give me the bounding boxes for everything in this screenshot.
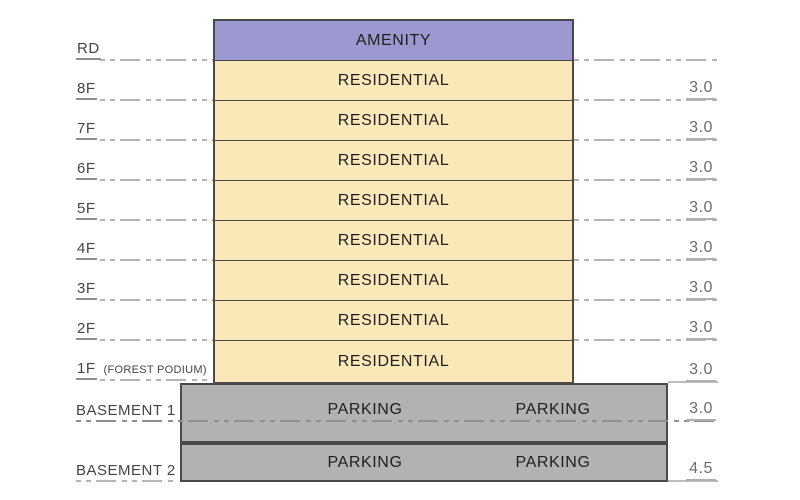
parking-level-b1 xyxy=(180,383,668,443)
floor-label-wrap xyxy=(76,160,97,180)
residential-band xyxy=(215,340,572,382)
floor-line-dash xyxy=(100,299,213,301)
floor-line-dash xyxy=(100,379,211,381)
floor-height-wrap xyxy=(684,319,718,340)
residential-band xyxy=(215,180,572,220)
floor-height-value: 3.0 xyxy=(686,199,716,220)
floor-line-dash xyxy=(574,139,718,141)
floor-line-dash xyxy=(76,480,178,482)
residential-band-label: RESIDENTIAL xyxy=(337,191,450,209)
floor-label: 6F xyxy=(76,160,97,180)
floor-label: 4F xyxy=(76,240,97,260)
floor-label: 1F xyxy=(76,360,97,380)
parking-space-label: PARKING xyxy=(515,401,591,419)
amenity-label: AMENITY xyxy=(355,31,432,49)
residential-band xyxy=(215,60,572,100)
floor-height-wrap xyxy=(684,119,718,140)
parking-space-label: PARKING xyxy=(327,453,403,471)
floor-sublabel: (FOREST PODIUM) xyxy=(103,364,207,376)
floor-label-wrap xyxy=(76,80,97,100)
floor-line-dash xyxy=(100,219,213,221)
residential-band-label: RESIDENTIAL xyxy=(337,352,450,370)
residential-band-label: RESIDENTIAL xyxy=(337,71,450,89)
floor-label: RD xyxy=(76,40,101,60)
residential-band-label: RESIDENTIAL xyxy=(337,311,450,329)
floor-line-dash xyxy=(574,259,718,261)
parking-space-label: PARKING xyxy=(515,453,591,471)
residential-band xyxy=(215,100,572,140)
floor-height-value: 3.0 xyxy=(686,159,716,180)
floor-label-wrap xyxy=(76,280,97,300)
residential-band xyxy=(215,140,572,180)
floor-label: BASEMENT 2 xyxy=(76,462,176,479)
floor-label: 3F xyxy=(76,280,97,300)
floor-line-dash xyxy=(574,59,718,61)
floor-label: BASEMENT 1 xyxy=(76,402,176,419)
floor-height-wrap xyxy=(684,199,718,220)
floor-line-dash xyxy=(100,179,213,181)
floor-line-solid xyxy=(668,480,718,482)
residential-band-label: RESIDENTIAL xyxy=(337,271,450,289)
floor-label-wrap xyxy=(76,402,176,419)
floor-line-dash xyxy=(574,339,718,341)
floor-height-wrap xyxy=(684,400,718,421)
floor-label-wrap xyxy=(76,200,97,220)
floor-height-value: 3.0 xyxy=(686,239,716,260)
floor-line-dash xyxy=(100,59,213,61)
floor-height-wrap xyxy=(684,239,718,260)
floor-label-wrap xyxy=(76,360,207,380)
residential-band-label: RESIDENTIAL xyxy=(337,111,450,129)
floor-height-value: 3.0 xyxy=(686,119,716,140)
floor-label: 7F xyxy=(76,120,97,140)
floor-label-wrap xyxy=(76,40,101,60)
floor-label-wrap xyxy=(76,120,97,140)
floor-line-dash xyxy=(574,179,718,181)
floor-line-dash xyxy=(100,339,213,341)
floor-line-dash xyxy=(100,99,213,101)
floor-line-dash xyxy=(100,259,213,261)
floor-height-wrap xyxy=(684,460,718,481)
floor-line-dash xyxy=(574,219,718,221)
floor-label: 5F xyxy=(76,200,97,220)
residential-band xyxy=(215,300,572,340)
floor-height-value: 3.0 xyxy=(686,319,716,340)
floor-height-value: 4.5 xyxy=(686,460,716,481)
floor-height-value: 3.0 xyxy=(686,279,716,300)
floor-label: 8F xyxy=(76,80,97,100)
residential-band xyxy=(215,260,572,300)
floor-line-solid xyxy=(668,381,718,383)
floor-height-wrap xyxy=(684,361,718,382)
floor-label-wrap xyxy=(76,320,97,340)
floor-label-wrap xyxy=(76,240,97,260)
residential-band-label: RESIDENTIAL xyxy=(337,151,450,169)
floor-height-value: 3.0 xyxy=(686,79,716,100)
floor-height-wrap xyxy=(684,279,718,300)
floor-height-wrap xyxy=(684,79,718,100)
floor-line-dash xyxy=(574,99,718,101)
floor-label-wrap xyxy=(76,462,176,479)
parking-space-label: PARKING xyxy=(327,401,403,419)
building-tower xyxy=(213,19,574,384)
floor-label: 2F xyxy=(76,320,97,340)
floor-line-dash xyxy=(574,299,718,301)
parking-level-b2 xyxy=(180,443,668,482)
amenity-block xyxy=(215,21,572,60)
floor-height-value: 3.0 xyxy=(686,400,716,421)
floor-line-dash xyxy=(100,139,213,141)
residential-stack xyxy=(215,60,572,382)
floor-height-wrap xyxy=(684,159,718,180)
floor-height-value: 3.0 xyxy=(686,361,716,382)
residential-band-label: RESIDENTIAL xyxy=(337,231,450,249)
residential-band xyxy=(215,220,572,260)
